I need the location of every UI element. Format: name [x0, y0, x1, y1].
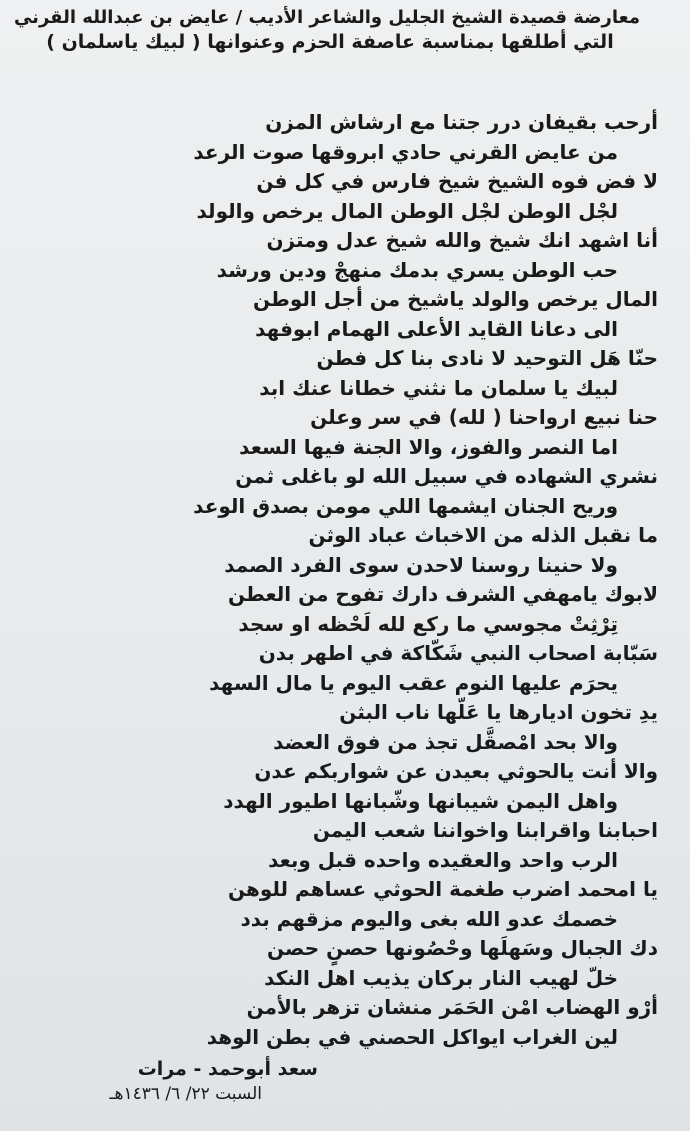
poem-line: حب الوطن يسري بدمك منهجْ ودين ورشد: [216, 257, 618, 282]
document-title: [13, 6, 640, 54]
poem-line: لبيك يا سلمان ما نثني خطانا عنك ابد: [259, 375, 618, 400]
poem-line: أنا اشهد انك شيخ والله شيخ عدل ومتزن: [266, 228, 658, 252]
title-line-2: التي أطلقها بمناسبة عاصفة الحزم وعنوانها ( لبيك ياسلمان ): [46, 31, 614, 53]
poem-line: الى دعانا القايد الأعلى الهمام ابوفهد: [255, 316, 618, 341]
poem-line: اما النصر والفوز، والا الجنة فيها السعد: [239, 434, 618, 459]
poem-line: ولا حنينا روسنا لاحدن سوى الفرد الصمد: [224, 552, 618, 577]
author-signature: سعد أبوحمد - مرات: [137, 1058, 318, 1080]
poem-line: حنا نبيع ارواحنا ( لله) في سر وعلن: [310, 405, 658, 429]
poem-line: يدِ تخون اديارها يا عَلّها ناب البثن: [339, 700, 658, 724]
poem-line: نشري الشهاده في سبيل الله لو باغلى ثمن: [235, 464, 658, 488]
poem-line: واهل اليمن شيبانها وشّبانها اطيور الهدد: [223, 788, 618, 813]
poem-line: وريح الجنان ايشمها اللي مومن بصدق الوعد: [193, 493, 618, 518]
poem-line: خلّ لهيب النار بركان يذيب اهل النكد: [264, 965, 618, 990]
poem-line: دك الجبال وسَهلَها وحْصُونها حصنٍ حصن: [267, 936, 658, 960]
poem-line: أرحب بقيفان درر جتنا مع ارشاش المزن: [265, 110, 658, 134]
poem-date: السبت ٢٢/ ٦/ ١٤٣٦هـ: [109, 1084, 262, 1104]
poem-line: لجْل الوطن لجْل الوطن المال يرخص والولد: [196, 198, 618, 223]
title-line-1: معارضة قصيدة الشيخ الجليل والشاعر الأديب / عايض بن عبدالله القرني: [13, 7, 640, 28]
poem-line: تِرْثِتْ مجوسي ما ركع لله لَحْظه او سجد: [238, 611, 618, 636]
poem-line: ما نقبل الذله من الاخباث عباد الوثن: [308, 523, 658, 547]
poem-line: أرْو الهضاب امْن الحَمَر منشان تزهر بالأمن: [246, 995, 658, 1019]
poem-line: والا أنت يالحوثي بعيدن عن شواربكم عدن: [254, 759, 658, 783]
poem-line: لا فض فوه الشيخ شيخ فارس في كل فن: [256, 169, 658, 193]
poem-line: والا بحد امْصقَّل تجذ من فوق العضد: [273, 729, 618, 754]
poem-line: من عايض القرني حادي ابروقها صوت الرعد: [193, 139, 618, 164]
poem-line: حنّا هَل التوحيد لا نادى بنا كل فطن: [316, 346, 658, 370]
poem-line: احبابنا واقرابنا واخواننا شعب اليمن: [312, 818, 658, 842]
poem-line: يحرَم عليها النوم عقب اليوم يا مال السهد: [209, 670, 618, 695]
poem-line: لين الغراب ايواكل الحصني في بطن الوهد: [206, 1024, 618, 1049]
poem-line: لابوك يامهفي الشرف دارك تفوح من العطن: [227, 582, 658, 606]
poem-line: يا امحمد اضرب طغمة الحوثي عساهم للوهن: [227, 877, 658, 901]
poem-line: الرب واحد والعقيده واحده قبل وبعد: [268, 847, 618, 872]
poem-line: المال يرخص والولد ياشيخ من أجل الوطن: [253, 287, 658, 311]
poem-line: سَبّابة اصحاب النبي شَكّاكة في اطهر بدن: [258, 641, 658, 665]
poem-line: خصمك عدو الله بغى واليوم مزقهم بدد: [240, 906, 618, 931]
